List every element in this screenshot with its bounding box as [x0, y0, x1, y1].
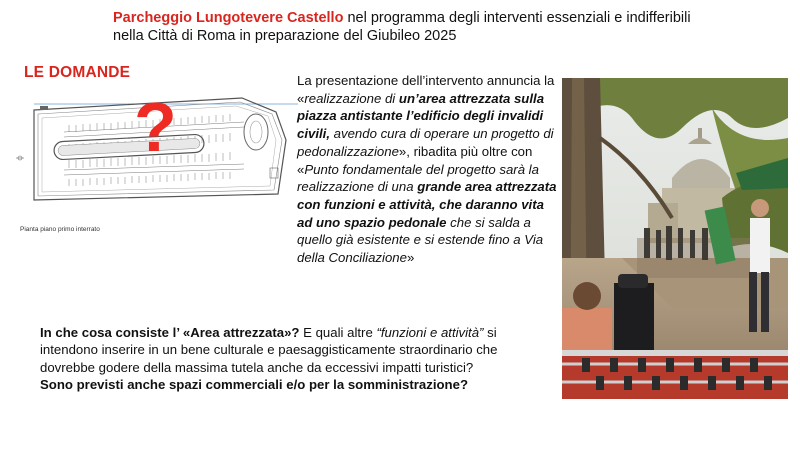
desc-text-3: un’area attrezzata sulla piazza antistante l’edificio degli invalidi civili,	[297, 90, 545, 142]
questions-block	[40, 324, 550, 394]
slide-title	[113, 9, 693, 45]
desc-text-1: La presentazione dell’intervento annuncia la «	[297, 73, 555, 106]
desc-text-9: »	[406, 250, 415, 266]
question-1-tail: si intendono inserire in un bene culturale e paesaggisticamente straordinario che dovrebbe godere della massima tutela anche da eccessivi impatti turistici?	[40, 325, 498, 375]
desc-text-4: avendo cura di operare un progetto di pedonalizzazione	[297, 126, 554, 159]
plan-caption: Pianta piano primo interrato	[20, 226, 100, 233]
desc-text-7: grande area attrezzata con funzioni e attività, che daranno vita ad uno spazio pedonale	[297, 179, 557, 230]
desc-text-6: Punto fondamentale del progetto sarà la realizzazione di una	[297, 161, 539, 195]
desc-text-8: che si salda a quello già esistente e si estende fino a Via della Conciliazione	[297, 214, 544, 266]
desc-text-2: realizzazione di	[304, 90, 399, 106]
lungotevere-photo	[562, 78, 788, 399]
desc-text-5: », ribadita più oltre con «	[297, 143, 533, 177]
question-mark: ?	[134, 88, 177, 166]
question-1-text: E quali altre	[299, 325, 377, 340]
project-name: Parcheggio Lungotevere Castello	[113, 10, 344, 26]
question-2: Sono previsti anche spazi commerciali e/o per la somministrazione?	[40, 377, 468, 393]
title-text-1: nel programma degli	[343, 10, 484, 26]
title-text-2: interventi essenziali e indifferibili nella Città di Roma in preparazione del Giubileo 2025	[113, 10, 691, 44]
section-heading: LE DOMANDE	[24, 64, 131, 81]
intervention-description	[297, 72, 559, 267]
question-1: In che cosa consiste l’ «Area attrezzata»?	[40, 325, 300, 340]
question-1-italic: “funzioni e attività”	[376, 325, 484, 340]
